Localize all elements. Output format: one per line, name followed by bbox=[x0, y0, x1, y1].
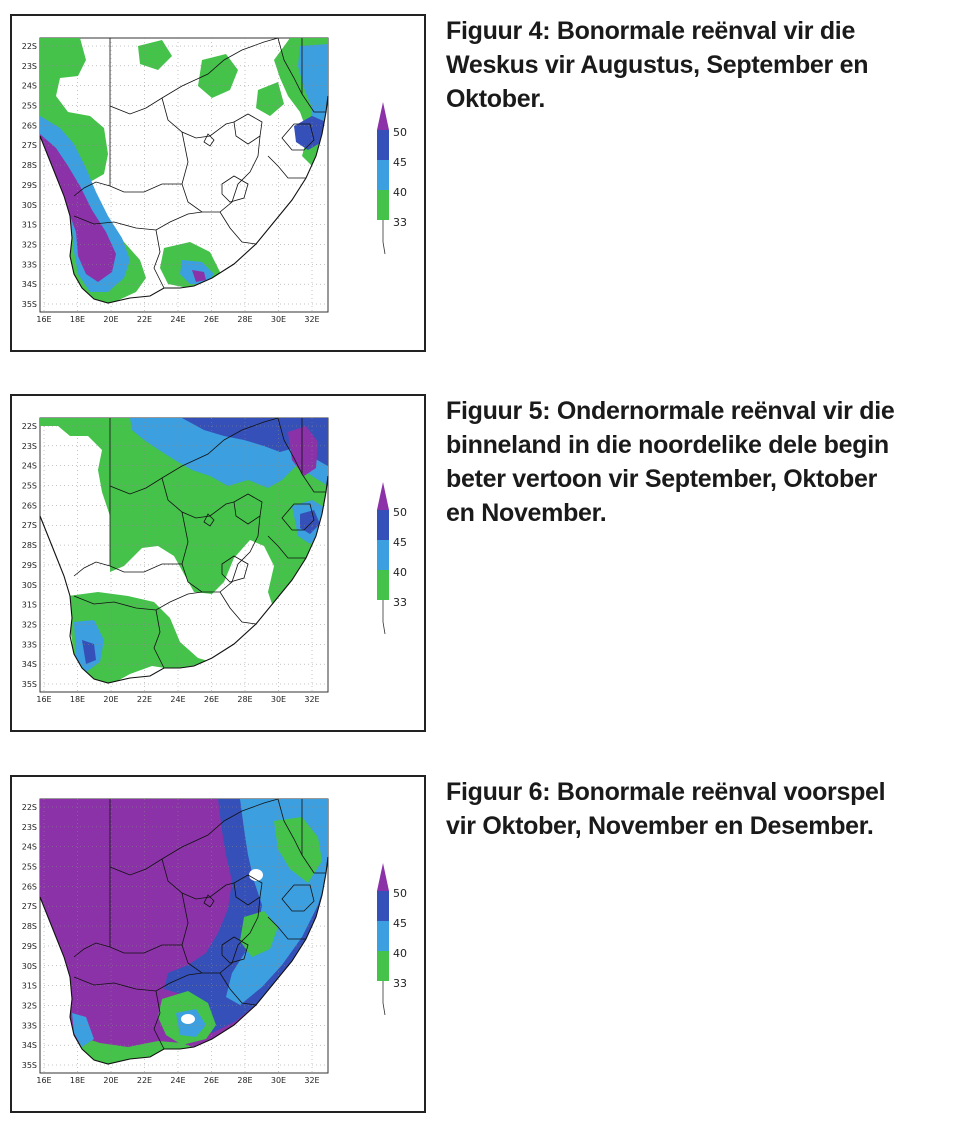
lat-tick-label: 25S bbox=[21, 481, 37, 491]
lat-tick-label: 35S bbox=[21, 680, 37, 689]
lon-tick-label: 16E bbox=[36, 315, 52, 324]
lat-tick-label: 25S bbox=[21, 862, 37, 872]
lat-tick-label: 27S bbox=[21, 141, 37, 151]
lon-tick-label: 32E bbox=[304, 695, 320, 704]
lat-tick-label: 28S bbox=[21, 161, 37, 171]
lon-tick-label: 30E bbox=[270, 315, 287, 324]
lon-tick-label: 24E bbox=[170, 315, 186, 324]
lon-tick-label: 28E bbox=[237, 695, 253, 704]
lat-tick-label: 35S bbox=[21, 1061, 37, 1070]
legend-level-label: 50 bbox=[393, 126, 407, 139]
lat-tick-label: 29S bbox=[21, 941, 37, 951]
legend-level-label: 50 bbox=[393, 887, 407, 900]
legend-swatch-40 bbox=[377, 160, 389, 190]
lat-tick-label: 34S bbox=[21, 660, 37, 670]
figure-6 bbox=[0, 775, 960, 1135]
lon-tick-label: 16E bbox=[36, 695, 52, 704]
lon-tick-label: 30E bbox=[270, 695, 287, 704]
color-legend bbox=[377, 482, 407, 634]
lat-tick-label: 33S bbox=[21, 640, 37, 650]
figure-caption: Figuur 5: Ondernormale reënval vir die binneland in die noordelike dele begin beter vertoon vir September, Oktober en November. bbox=[446, 397, 895, 527]
figure-4 bbox=[0, 14, 960, 374]
lon-tick-label: 22E bbox=[136, 1076, 153, 1085]
legend-level-label: 45 bbox=[393, 156, 407, 169]
lat-tick-label: 22S bbox=[21, 803, 37, 812]
forecast-map bbox=[10, 14, 426, 352]
lon-tick-label: 18E bbox=[69, 315, 86, 324]
lon-tick-label: 18E bbox=[69, 695, 86, 704]
legend-level-label: 40 bbox=[393, 186, 407, 199]
legend-level-label: 33 bbox=[393, 596, 407, 609]
legend-level-label: 40 bbox=[393, 566, 407, 579]
legend-level-label: 40 bbox=[393, 947, 407, 960]
lon-tick-label: 24E bbox=[170, 1076, 186, 1085]
rainfall-map-fig5 bbox=[12, 396, 424, 730]
lon-tick-label: 22E bbox=[136, 695, 153, 704]
lat-tick-label: 27S bbox=[21, 902, 37, 912]
lon-tick-label: 20E bbox=[103, 315, 119, 324]
lat-tick-label: 32S bbox=[21, 620, 37, 630]
lon-tick-label: 18E bbox=[69, 1076, 86, 1085]
lat-tick-label: 22S bbox=[21, 422, 37, 431]
lon-tick-label: 28E bbox=[237, 1076, 253, 1085]
lat-tick-label: 26S bbox=[21, 882, 37, 892]
legend-tail bbox=[383, 981, 385, 1015]
color-legend bbox=[377, 863, 407, 1015]
legend-level-label: 45 bbox=[393, 536, 407, 549]
figure-5 bbox=[0, 394, 960, 754]
rainfall-map-fig6 bbox=[12, 777, 424, 1111]
rainfall-map-fig4 bbox=[12, 16, 424, 350]
lat-tick-label: 24S bbox=[21, 461, 37, 471]
legend-swatch-50 bbox=[377, 102, 389, 130]
lat-tick-label: 22S bbox=[21, 42, 37, 51]
lat-tick-label: 31S bbox=[21, 220, 37, 230]
lat-tick-label: 28S bbox=[21, 922, 37, 932]
lat-tick-label: 23S bbox=[21, 822, 37, 832]
legend-level-label: 33 bbox=[393, 216, 407, 229]
lat-tick-label: 27S bbox=[21, 521, 37, 531]
lat-tick-label: 30S bbox=[21, 200, 37, 210]
legend-swatch-33 bbox=[377, 951, 389, 981]
lon-tick-label: 22E bbox=[136, 315, 153, 324]
legend-swatch-45 bbox=[377, 510, 389, 540]
lon-tick-label: 24E bbox=[170, 695, 186, 704]
lat-tick-label: 23S bbox=[21, 441, 37, 451]
lat-tick-label: 26S bbox=[21, 121, 37, 131]
lat-tick-label: 33S bbox=[21, 1021, 37, 1031]
legend-level-label: 50 bbox=[393, 506, 407, 519]
lat-tick-label: 26S bbox=[21, 501, 37, 511]
lat-tick-label: 32S bbox=[21, 1001, 37, 1011]
lat-tick-label: 23S bbox=[21, 61, 37, 71]
lat-tick-label: 33S bbox=[21, 260, 37, 270]
legend-swatch-33 bbox=[377, 190, 389, 220]
lat-tick-label: 24S bbox=[21, 842, 37, 852]
no-signal-area bbox=[181, 1014, 195, 1024]
legend-swatch-40 bbox=[377, 921, 389, 951]
lon-tick-label: 20E bbox=[103, 695, 119, 704]
lon-tick-label: 32E bbox=[304, 315, 320, 324]
lon-tick-label: 28E bbox=[237, 315, 253, 324]
legend-tail bbox=[383, 220, 385, 254]
legend-swatch-33 bbox=[377, 570, 389, 600]
lat-tick-label: 25S bbox=[21, 101, 37, 111]
lat-tick-label: 32S bbox=[21, 240, 37, 250]
legend-level-label: 45 bbox=[393, 917, 407, 930]
lon-tick-label: 26E bbox=[203, 315, 220, 324]
lat-tick-label: 31S bbox=[21, 600, 37, 610]
lat-tick-label: 31S bbox=[21, 981, 37, 991]
lat-tick-label: 30S bbox=[21, 580, 37, 590]
legend-tail bbox=[383, 600, 385, 634]
lat-tick-label: 35S bbox=[21, 300, 37, 309]
lon-tick-label: 26E bbox=[203, 1076, 220, 1085]
figure-caption: Figuur 4: Bonormale reënval vir die Weskus vir Augustus, September en Oktober. bbox=[446, 17, 869, 113]
forecast-map bbox=[10, 775, 426, 1113]
lon-tick-label: 16E bbox=[36, 1076, 52, 1085]
lat-tick-label: 34S bbox=[21, 280, 37, 290]
lat-tick-label: 28S bbox=[21, 541, 37, 551]
forecast-map bbox=[10, 394, 426, 732]
lat-tick-label: 24S bbox=[21, 81, 37, 91]
figure-caption: Figuur 6: Bonormale reënval voorspel vir Oktober, November en Desember. bbox=[446, 778, 886, 840]
legend-swatch-45 bbox=[377, 891, 389, 921]
lat-tick-label: 29S bbox=[21, 560, 37, 570]
legend-swatch-40 bbox=[377, 540, 389, 570]
legend-swatch-45 bbox=[377, 130, 389, 160]
legend-swatch-50 bbox=[377, 482, 389, 510]
lat-tick-label: 30S bbox=[21, 961, 37, 971]
lat-tick-label: 34S bbox=[21, 1041, 37, 1051]
lon-tick-label: 30E bbox=[270, 1076, 287, 1085]
color-legend bbox=[377, 102, 407, 254]
lon-tick-label: 26E bbox=[203, 695, 220, 704]
legend-level-label: 33 bbox=[393, 977, 407, 990]
lat-tick-label: 29S bbox=[21, 180, 37, 190]
lon-tick-label: 20E bbox=[103, 1076, 119, 1085]
lon-tick-label: 32E bbox=[304, 1076, 320, 1085]
legend-swatch-50 bbox=[377, 863, 389, 891]
